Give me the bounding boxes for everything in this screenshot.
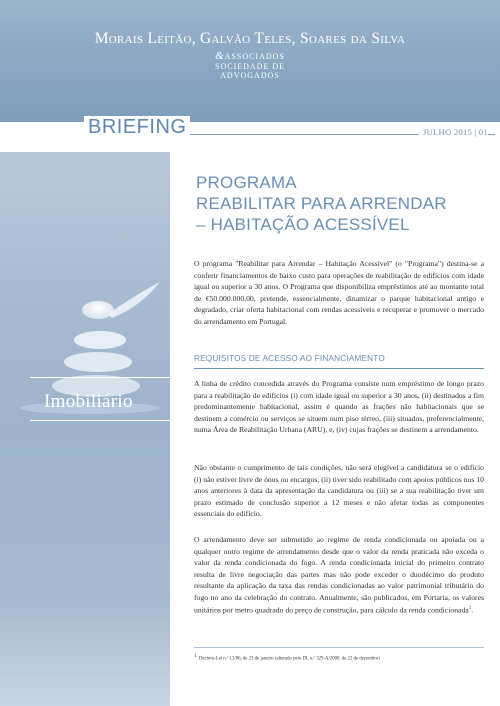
footnote-number: 1 — [194, 654, 197, 659]
firm-sub-line2: SOCIEDADE DE — [215, 61, 285, 71]
header-band — [0, 0, 500, 122]
stone-top — [82, 301, 114, 319]
briefing-label: BRIEFING — [84, 116, 190, 139]
firm-name: Morais Leitão, Galvão Teles, Soares da Silva — [94, 30, 406, 47]
section-label: Imobiliário — [44, 391, 133, 412]
intro-paragraph: O programa "Reabilitar para Arrendar – Habitação Acessível" (o "Programa") destina-se a conferir financiamentos de baixo custo para operações de reabilitação de edifícios com idade igual ou superior a 30 anos. O Programa que disponibiliza empréstimos até ao montante total de €50.000.000,00, pretende, essencialmente, dinamizar o parque habitacional antigo e degradado, criar oferta habitacional com rendas acessíveis e recuperar e promover o mercado do arrendamento em Portugal. — [194, 259, 484, 326]
issue-date: JULHO 2015 | 01 — [419, 127, 488, 137]
firm-sub-line1: ASSOCIADOS — [224, 52, 285, 61]
sidebar-rule-bottom — [30, 420, 170, 421]
feather-shape — [108, 282, 160, 318]
stone-3 — [64, 352, 132, 372]
footnote-rule — [194, 647, 484, 648]
title-line-3: – HABITAÇÃO ACESSÍVEL — [196, 215, 410, 234]
section-heading: REQUISITOS DE ACESSO AO FINANCIAMENTO — [194, 354, 385, 363]
sidebar-rule-top — [30, 377, 170, 378]
ampersand: & — [215, 50, 224, 62]
article-title — [196, 172, 486, 235]
firm-sub-line3: ADVOGADOS — [220, 71, 280, 80]
paragraph-2: Não obstante o cumprimento de tais condições, não será elegível a candidatura se o edifício (i) não estiver livre de ónus ou encargos, (ii) tiver sido reabilitado com apoios públicos nos 10 anos anteriores à data da apresentação da candidatura ou (iii) se a sua reabilitação tiver um prazo estimado de conclusão superior a 12 meses e não afetar todas as componentes essenciais do edifício. — [194, 463, 484, 518]
title-line-1: PROGRAMA — [196, 173, 297, 192]
stone-2 — [74, 331, 126, 349]
footnote-ref: 1 — [468, 606, 472, 611]
paragraph-3: O arrendamento deve ser submetido ao regime de renda condicionada ou apoiada ou a qualquer outro regime de arrendamento desde que o valor da renda praticada não exceda o valor da renda condicionada do fogo. A renda condicionada inicial do primeiro contrato resulta de livre negociação das partes mas não pode exceder o duodécimo do produto resultante da aplicação da taxa das rendas condicionadas ao valor patrimonial tributário do fogo no ano da celebração do contrato. Anualmente, são publicados, em Portaria, os valores unitários por metro quadrado do preço de construção, para cálculo da renda condicionada$^1$. — [194, 535, 484, 615]
footnote-text: Decreto-Lei n.º 13/86, de 23 de janeiro (alterado pelo DL n.º 329-A/2000, de 22 de dezembro) — [198, 656, 380, 662]
section-heading-rule — [194, 368, 484, 369]
paragraph-3-text: O arrendamento deve ser submetido ao regime de renda condicionada ou apoiada ou a qualquer outro regime de arrendamento desde que o valor da renda praticada não exceda o valor da renda condicionada do fogo. A renda condicionada inicial do primeiro contrato resulta de livre negociação das partes mas não pode exceder o duodécimo do produto resultante da aplicação da taxa das rendas condicionadas ao valor patrimonial tributário do fogo no ano da celebração do contrato. Anualmente, são publicados, em Portaria, os valores unitários por metro quadrado do preço de construção, para cálculo da renda condicionada — [194, 535, 484, 615]
footnote — [194, 654, 484, 662]
firm-subtitle — [200, 52, 300, 81]
stacked-stones-image — [0, 262, 170, 502]
title-line-2: REABILITAR PARA ARRENDAR — [196, 194, 447, 213]
sidebar-panel — [0, 152, 170, 706]
paragraph-1: A linha de crédito concedida através do Programa consiste num empréstimo de longo prazo para a reabilitação de edifícios (i) com idade igual ou superior a 30 anos, (ii) destinados a fim predominantemente habitacional, assim é quando as frações não habitacionais que se destinem a comércio ou serviços se situem num piso térreo, (iii) situados, preferencialmente, numa Área de Reabilitação Urbana (ARU), e, (iv) cujas frações se destinem a arrendamento. — [194, 379, 484, 434]
